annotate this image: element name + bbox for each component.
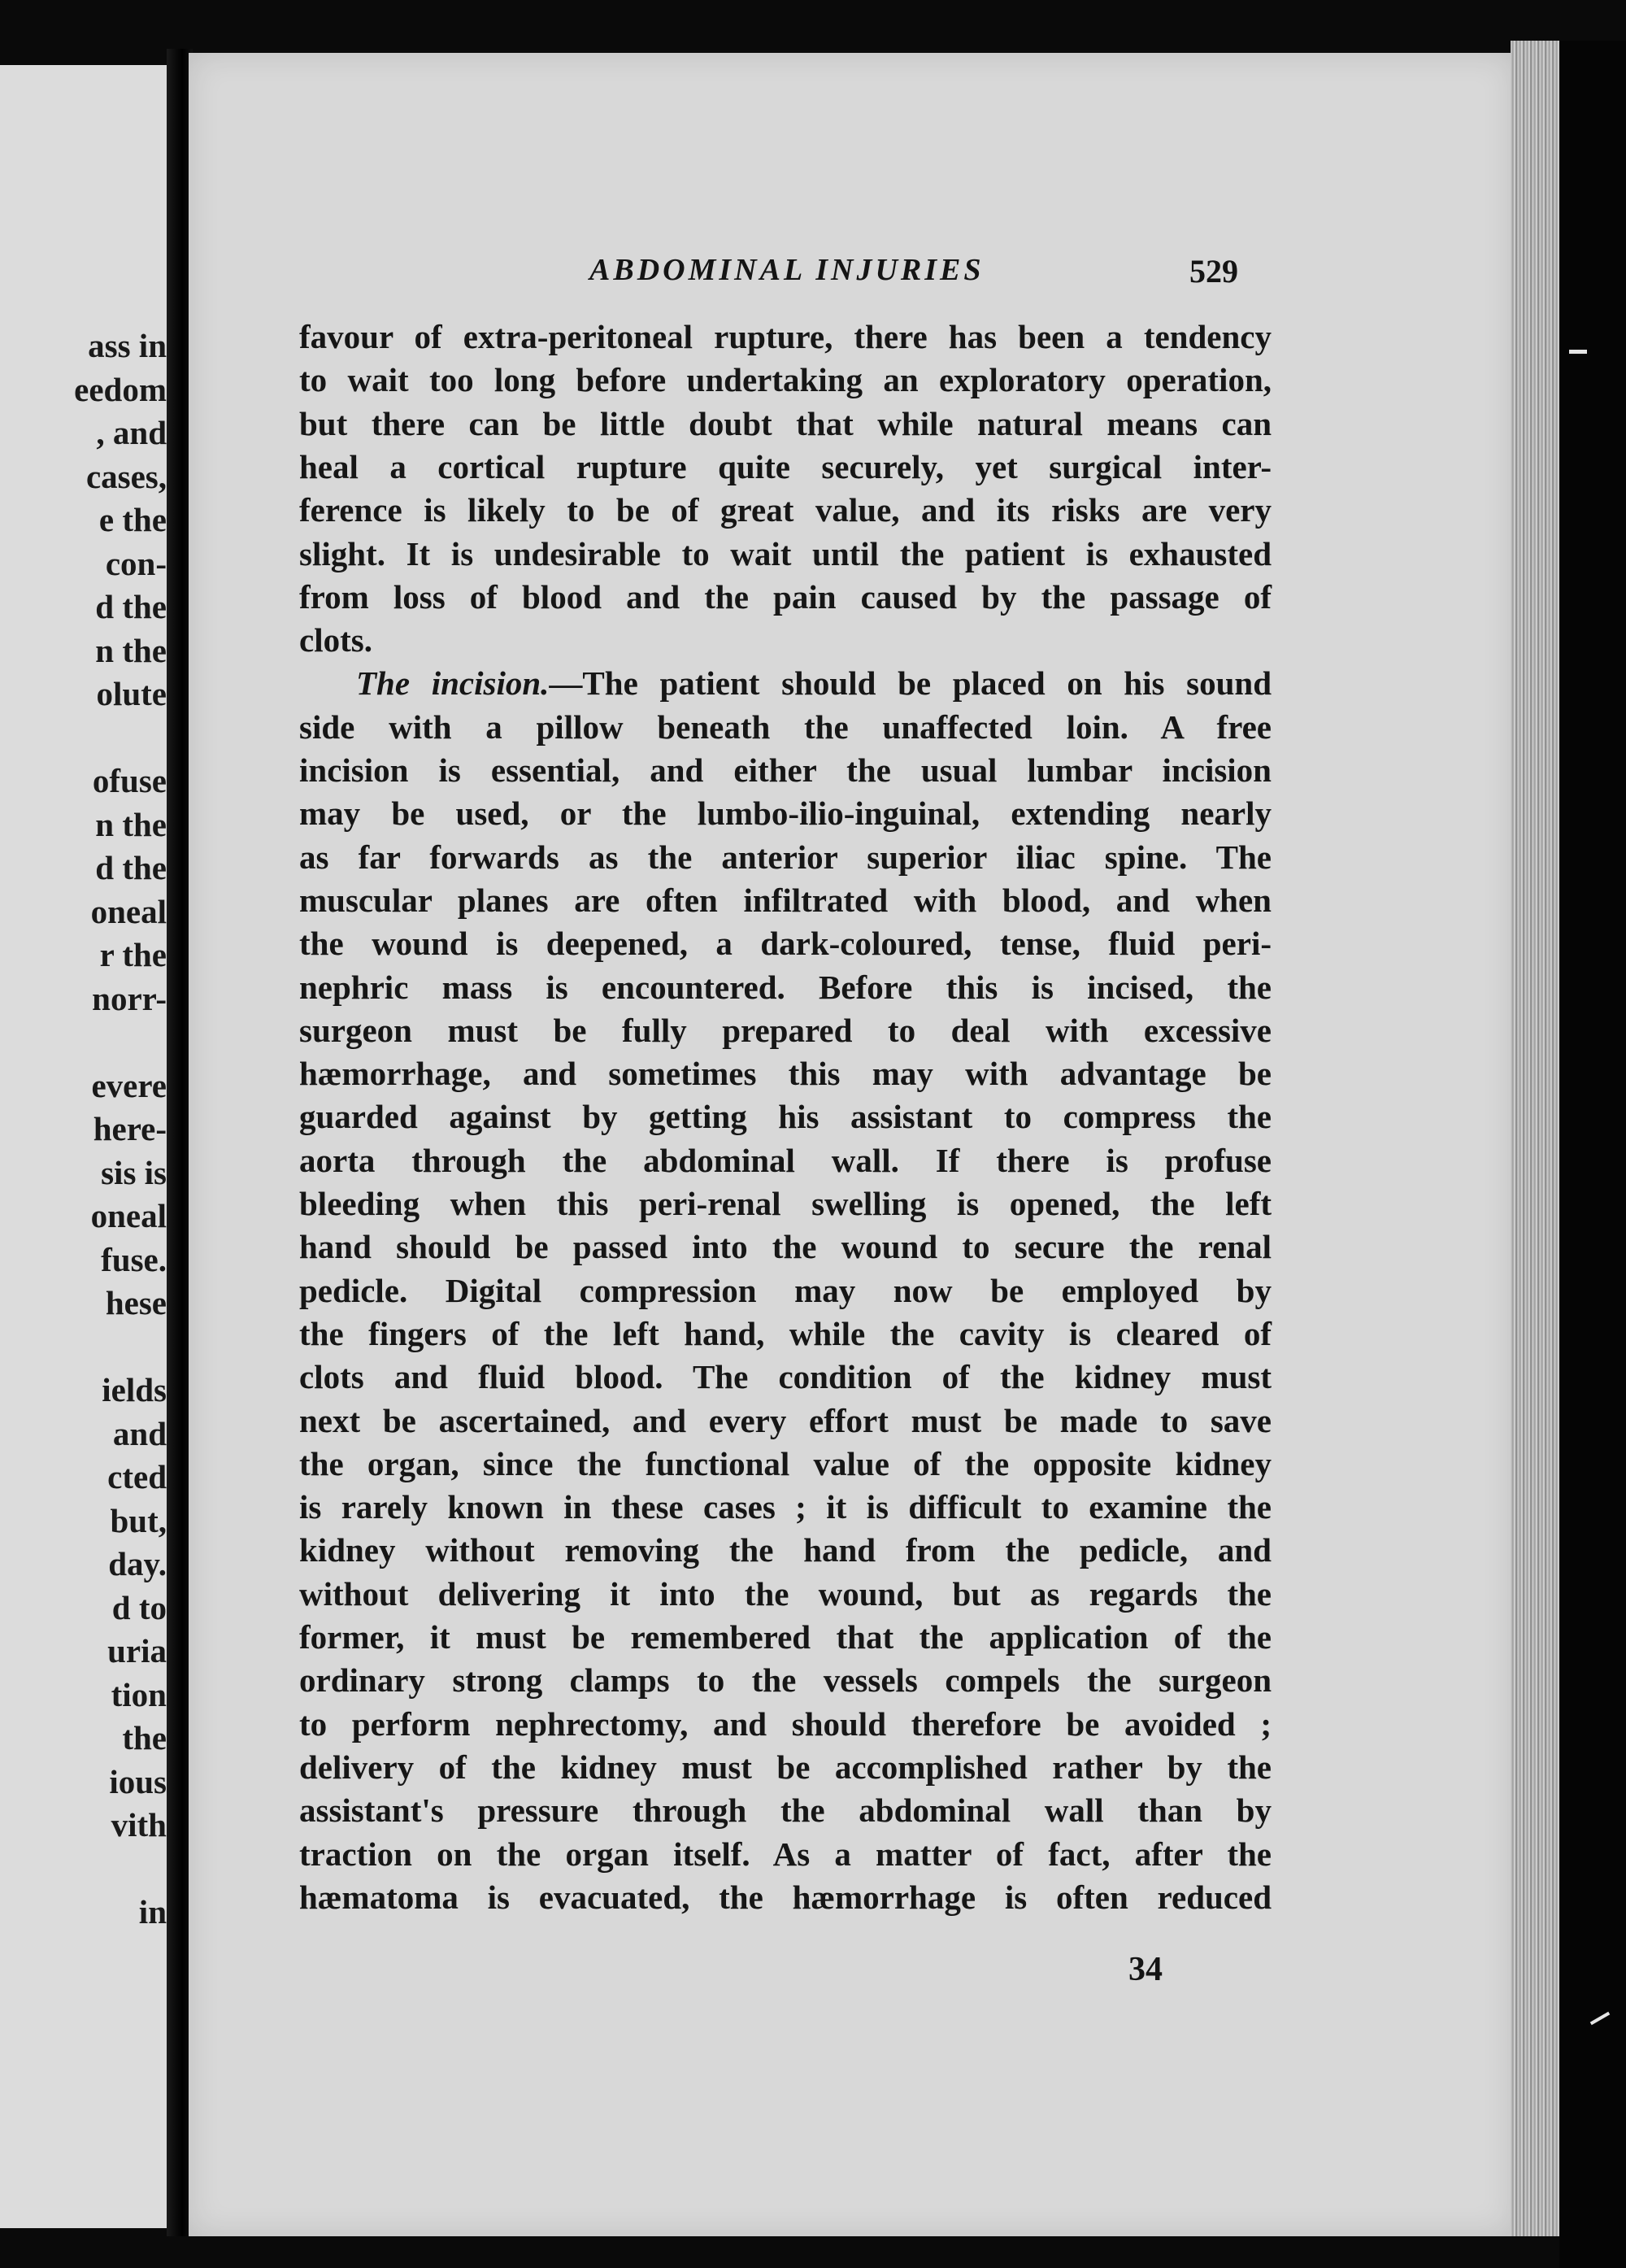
- facing-page-line: here-: [93, 1110, 167, 1147]
- facing-page-fragment: [0, 65, 175, 2228]
- body-line: kidney without removing the hand from the pedicle, and: [299, 1531, 1272, 1569]
- body-line: is rarely known in these cases ; it is difficult to examine the: [299, 1488, 1272, 1526]
- facing-page-line: , and: [96, 414, 167, 451]
- body-line: the organ, since the functional value of the opposite kidney: [299, 1444, 1272, 1482]
- facing-page-line: uria: [107, 1632, 167, 1669]
- body-line: as far forwards as the anterior superior iliac spine. The: [299, 838, 1272, 876]
- signature-mark: 34: [1128, 1951, 1163, 1988]
- facing-page-line: and: [112, 1414, 167, 1452]
- body-line: muscular planes are often infiltrated with blood, and when: [299, 881, 1272, 919]
- body-line: clots.: [299, 621, 372, 660]
- facing-page-line: n the: [95, 805, 167, 843]
- facing-page-line: tion: [111, 1675, 167, 1713]
- body-line: slight. It is undesirable to wait until the patient is exhausted: [299, 534, 1272, 572]
- facing-page-line: evere: [91, 1066, 167, 1104]
- facing-page-line: ofuse: [92, 762, 167, 799]
- body-line: the wound is deepened, a dark-coloured, tense, fluid peri-: [299, 925, 1272, 963]
- body-line: from loss of blood and the pain caused by the passage of: [299, 577, 1272, 616]
- body-line: ordinary strong clamps to the vessels compels the surgeon: [299, 1661, 1272, 1700]
- background-shadow: [1559, 41, 1626, 2268]
- body-line: hæmorrhage, and sometimes this may with advantage be: [299, 1055, 1272, 1093]
- facing-page-line: ass in: [88, 327, 167, 364]
- facing-page-line: d the: [95, 588, 167, 625]
- body-line: without delivering it into the wound, but as regards the: [299, 1574, 1272, 1613]
- facing-page-line: oneal: [90, 892, 167, 930]
- body-line: favour of extra-peritoneal rupture, there has been a tendency: [299, 318, 1272, 355]
- facing-page-line: cted: [107, 1458, 167, 1495]
- body-line: clots and fluid blood. The condition of the kidney must: [299, 1358, 1272, 1396]
- body-line: to perform nephrectomy, and should therefore be avoided ;: [299, 1704, 1272, 1743]
- facing-page-line: d to: [111, 1588, 167, 1626]
- facing-page-line: con-: [105, 544, 167, 582]
- facing-page-line: hese: [105, 1284, 167, 1321]
- body-line: surgeon must be fully prepared to deal with excessive: [299, 1011, 1272, 1049]
- body-line: may be used, or the lumbo-ilio-inguinal, extending nearly: [299, 794, 1272, 833]
- facing-page-line: norr-: [92, 979, 167, 1017]
- body-line: delivery of the kidney must be accomplished rather by the: [299, 1748, 1272, 1786]
- facing-page-line: e the: [98, 501, 167, 538]
- facing-page-line: the: [122, 1719, 167, 1757]
- body-line: former, it must be remembered that the application of the: [299, 1618, 1272, 1656]
- facing-page-line: r the: [99, 936, 167, 973]
- running-head: ABDOMINAL INJURIES: [589, 253, 985, 287]
- facing-page-line: ious: [109, 1762, 167, 1800]
- body-line: heal a cortical rupture quite securely, yet surgical inter-: [299, 447, 1272, 485]
- body-line: guarded against by getting his assistant to compress the: [299, 1098, 1272, 1136]
- body-line: nephric mass is encountered. Before this is incised, the: [299, 968, 1272, 1006]
- body-line-text: —The patient should be placed on his sound: [549, 664, 1272, 703]
- facing-page-line: ields: [102, 1371, 167, 1408]
- body-line: hæmatoma is evacuated, the hæmorrhage is often reduced: [299, 1878, 1272, 1916]
- body-line: next be ascertained, and every effort must be made to save: [299, 1401, 1272, 1439]
- facing-page-line: n the: [95, 631, 167, 669]
- facing-page-line: vith: [111, 1806, 167, 1844]
- facing-page-line: in: [138, 1893, 167, 1931]
- body-line: [356, 664, 1272, 703]
- facing-page-line: fuse.: [101, 1240, 167, 1278]
- body-line: assistant's pressure through the abdominal wall than by: [299, 1791, 1272, 1830]
- body-line: aorta through the abdominal wall. If there is profuse: [299, 1141, 1272, 1179]
- section-heading: The incision.: [356, 664, 550, 703]
- body-line: bleeding when this peri-renal swelling is opened, the left: [299, 1185, 1272, 1222]
- facing-page-line: d the: [95, 849, 167, 886]
- page-number: 529: [1189, 253, 1238, 289]
- facing-page-line: oneal: [90, 1197, 167, 1234]
- body-line: the fingers of the left hand, while the cavity is cleared of: [299, 1314, 1272, 1352]
- body-line: to wait too long before undertaking an exploratory operation,: [299, 361, 1272, 399]
- body-line: pedicle. Digital compression may now be employed by: [299, 1271, 1272, 1309]
- body-line: ference is likely to be of great value, and its risks are very: [299, 491, 1272, 529]
- facing-page-line: olute: [96, 675, 167, 712]
- facing-page-line: cases,: [85, 457, 167, 495]
- page-edges: [1511, 41, 1561, 2236]
- body-line: hand should be passed into the wound to secure the renal: [299, 1228, 1272, 1266]
- facing-page-line: but,: [110, 1501, 167, 1539]
- facing-page-line: eedom: [74, 370, 167, 408]
- body-line: incision is essential, and either the usual lumbar incision: [299, 751, 1272, 789]
- facing-page-line: day.: [108, 1545, 167, 1582]
- body-line: side with a pillow beneath the unaffected loin. A free: [299, 707, 1272, 746]
- body-line: traction on the organ itself. As a matter of fact, after the: [299, 1835, 1272, 1873]
- scan-speck: [1569, 350, 1587, 354]
- body-line: but there can be little doubt that while natural means can: [299, 404, 1272, 442]
- facing-page-line: sis is: [101, 1153, 167, 1191]
